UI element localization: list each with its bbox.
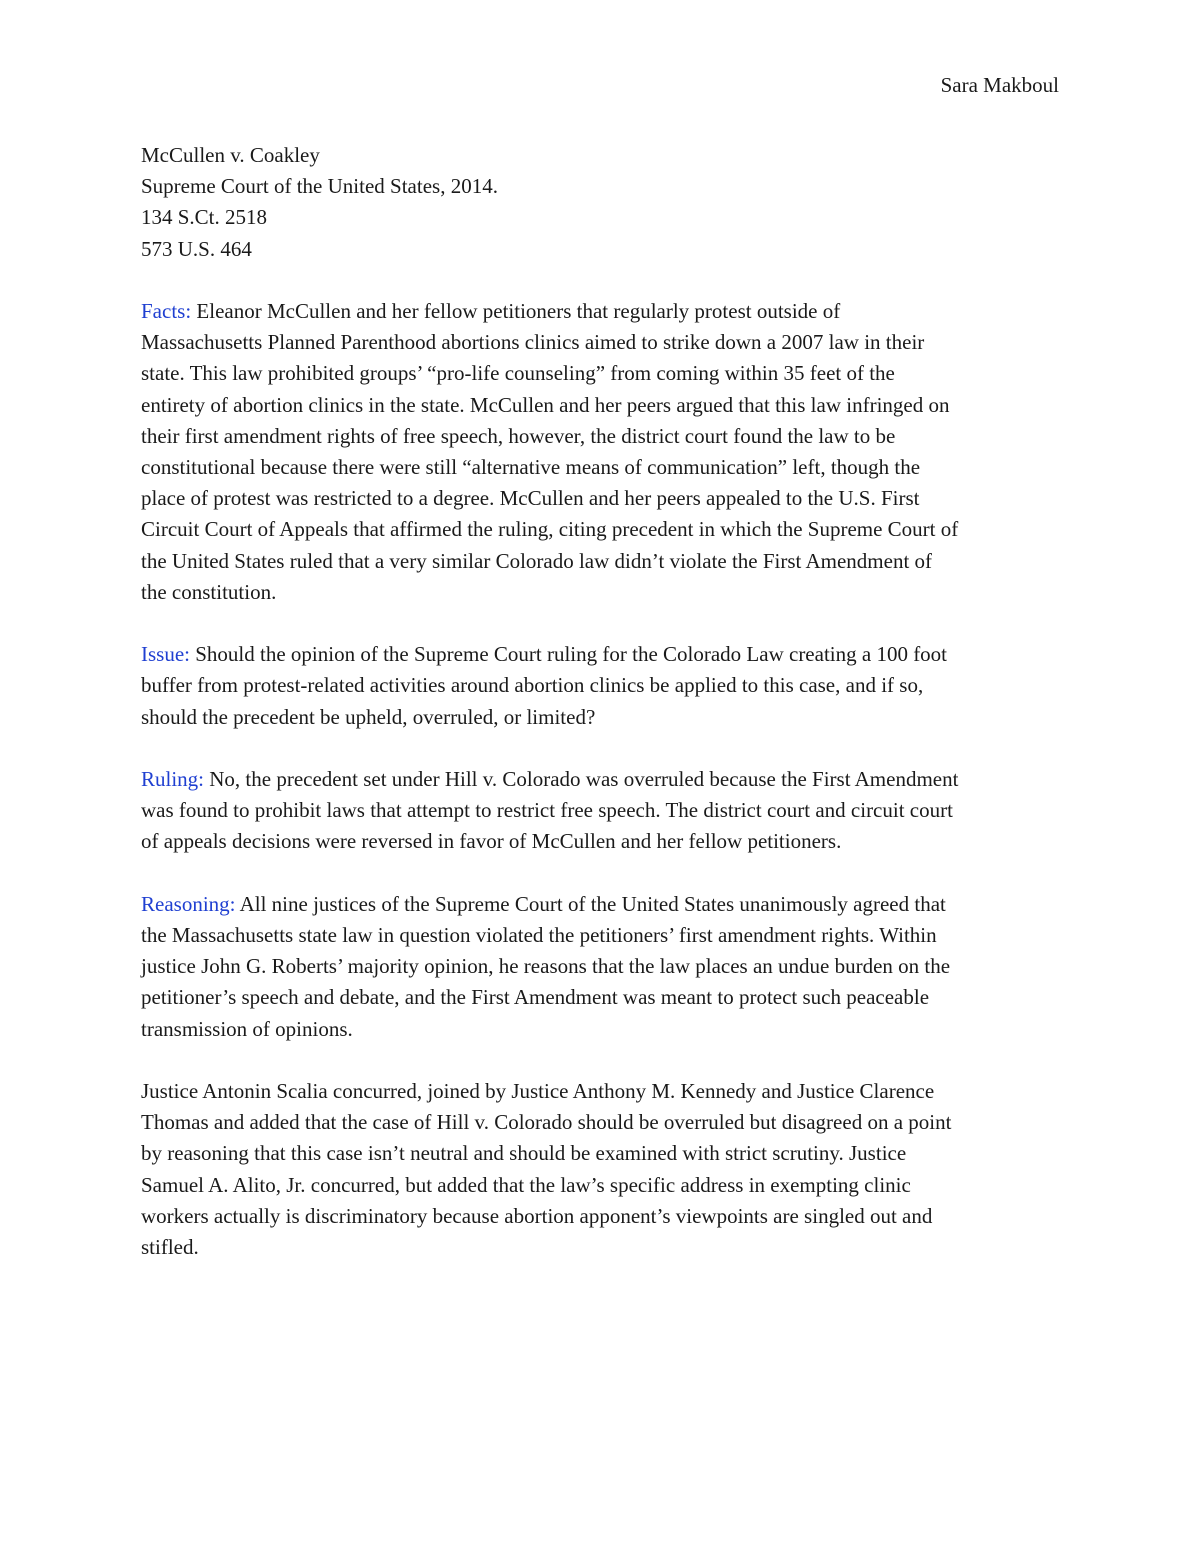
concurrence-line: workers actually is discriminatory because abortion apponent’s viewpoints are singled out and xyxy=(141,1203,933,1228)
issue-label: Issue: xyxy=(141,642,190,667)
facts-line: state. This law prohibited groups’ “pro-life counseling” from coming within 35 feet of the xyxy=(141,361,895,386)
facts-line: Circuit Court of Appeals that affirmed the ruling, citing precedent in which the Supreme Court of xyxy=(141,517,959,542)
facts-line: Massachusetts Planned Parenthood abortions clinics aimed to strike down a 2007 law in their xyxy=(141,330,925,355)
case-title: McCullen v. Coakley xyxy=(141,143,320,167)
issue-line xyxy=(141,639,1061,670)
facts-line: constitutional because there were still “alternative means of communication” left, though the xyxy=(141,455,921,480)
ruling-text: No, the precedent set under Hill v. Colorado was overruled because the First Amendment xyxy=(204,767,959,792)
concurrence-section xyxy=(141,1076,1061,1263)
facts-line: entirety of abortion clinics in the state. McCullen and her peers argued that this law infringed on xyxy=(141,392,950,417)
reasoning-line: the Massachusetts state law in question violated the petitioners’ first amendment rights. Within xyxy=(141,923,937,948)
facts-line: their first amendment rights of free speech, however, the district court found the law to be xyxy=(141,423,896,448)
case-citation-1: 134 S.Ct. 2518 xyxy=(141,205,268,230)
issue-line: buffer from protest-related activities around abortion clinics be applied to this case, and if so, xyxy=(141,673,924,698)
case-header xyxy=(141,140,1061,265)
ruling-label: Ruling: xyxy=(141,767,205,792)
reasoning-line: transmission of opinions. xyxy=(141,1016,353,1041)
reasoning-line: justice John G. Roberts’ majority opinion, he reasons that the law places an undue burden on the xyxy=(141,954,951,979)
concurrence-line: stifled. xyxy=(141,1235,199,1260)
concurrence-line: Justice Antonin Scalia concurred, joined by Justice Anthony M. Kennedy and Justice Clarence xyxy=(141,1079,935,1104)
facts-line xyxy=(141,296,1061,327)
reasoning-line xyxy=(141,889,1061,920)
issue-section xyxy=(141,639,1061,733)
concurrence-line: by reasoning that this case isn’t neutral and should be examined with strict scrutiny. Justice xyxy=(141,1141,907,1166)
reasoning-section xyxy=(141,889,1061,1045)
facts-line: place of protest was restricted to a degree. McCullen and her peers appealed to the U.S. First xyxy=(141,486,920,511)
author-name: Sara Makboul xyxy=(940,73,1059,97)
facts-section xyxy=(141,296,1061,608)
issue-text: Should the opinion of the Supreme Court ruling for the Colorado Law creating a 100 foot xyxy=(190,642,948,667)
document-body xyxy=(141,140,1061,1294)
concurrence-line: Thomas and added that the case of Hill v. Colorado should be overruled but disagreed on a point xyxy=(141,1110,952,1135)
ruling-line: of appeals decisions were reversed in favor of McCullen and her fellow petitioners. xyxy=(141,829,842,854)
case-citation-2: 573 U.S. 464 xyxy=(141,236,252,261)
reasoning-text: All nine justices of the Supreme Court of the United States unanimously agreed that xyxy=(235,891,946,916)
ruling-line: was found to prohibit laws that attempt to restrict free speech. The district court and circuit court xyxy=(141,798,953,823)
facts-line: the United States ruled that a very similar Colorado law didn’t violate the First Amendment of xyxy=(141,548,933,573)
concurrence-line: Samuel A. Alito, Jr. concurred, but added that the law’s specific address in exempting clinic xyxy=(141,1172,911,1197)
facts-text: Eleanor McCullen and her fellow petitioners that regularly protest outside of xyxy=(191,299,841,323)
issue-line: should the precedent be upheld, overruled, or limited? xyxy=(141,704,596,729)
reasoning-line: petitioner’s speech and debate, and the First Amendment was meant to protect such peaceable xyxy=(141,985,930,1010)
case-court-year: Supreme Court of the United States, 2014. xyxy=(141,174,498,199)
facts-label: Facts: xyxy=(141,299,192,323)
reasoning-label: Reasoning: xyxy=(141,891,236,916)
ruling-line xyxy=(141,764,1061,795)
ruling-section xyxy=(141,764,1061,858)
facts-line: the constitution. xyxy=(141,579,277,604)
